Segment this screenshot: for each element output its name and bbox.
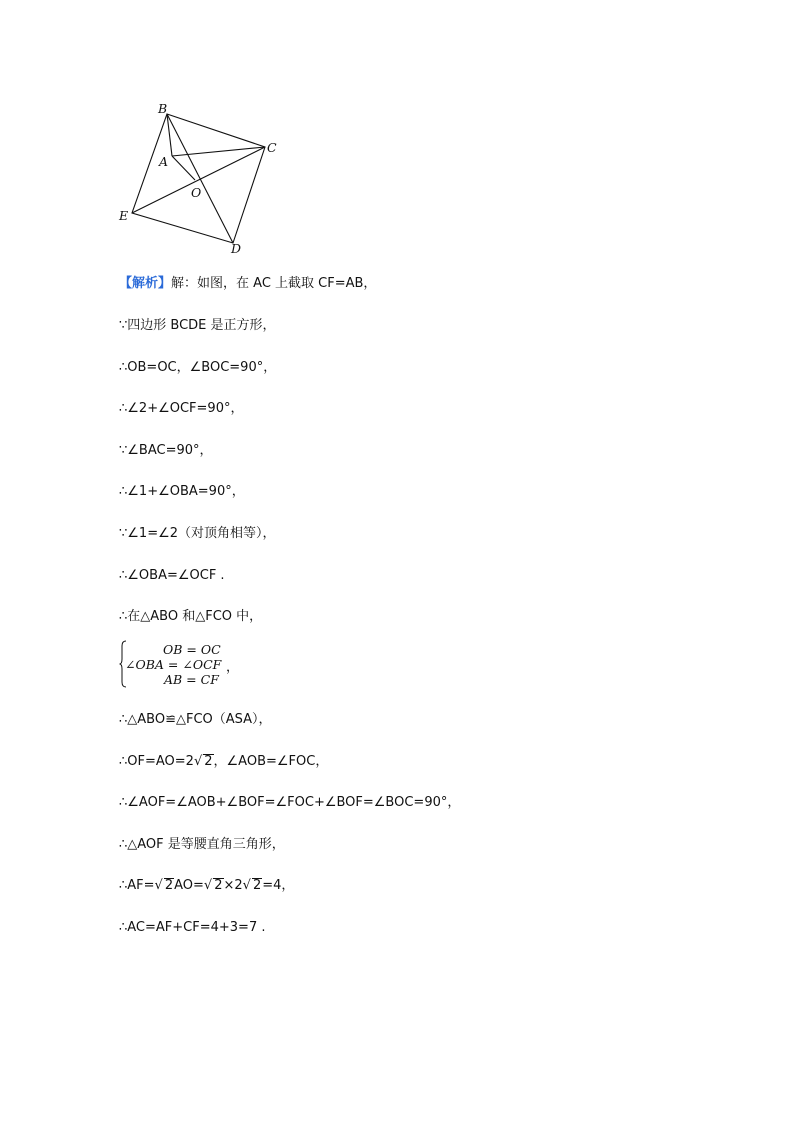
solution-line-12: ∴∠AOF=∠AOB+∠BOF=∠FOC+∠BOF=∠BOC=90°， bbox=[119, 795, 461, 810]
solution-line-15: ∴AC=AF+CF=4+3=7 . bbox=[119, 920, 266, 935]
label-b: B bbox=[158, 101, 168, 116]
line11-post: ，∠AOB=∠FOC， bbox=[213, 754, 329, 769]
solution-line-1 bbox=[119, 275, 376, 293]
geometry-figure bbox=[112, 96, 292, 261]
label-o: O bbox=[191, 185, 202, 200]
radicand: 2 bbox=[164, 878, 174, 893]
system-comma: ， bbox=[226, 660, 240, 675]
radicand: 2 bbox=[252, 878, 262, 893]
label-c: C bbox=[267, 140, 277, 155]
solution-line-2: ∵四边形 BCDE 是正方形， bbox=[119, 318, 276, 333]
solution-line-14 bbox=[119, 877, 294, 895]
system-row-1: OB = OC bbox=[163, 642, 221, 657]
solution-text: 解：如图，在 AC 上截取 CF=AB， bbox=[171, 276, 377, 291]
label-a: A bbox=[159, 154, 169, 169]
solution-line-5: ∵∠BAC=90°， bbox=[119, 443, 213, 458]
solution-line-11 bbox=[119, 753, 328, 771]
solution-line-6: ∴∠1+∠OBA=90°， bbox=[119, 484, 245, 499]
line14-mid2: ×2 bbox=[223, 878, 243, 893]
solution-line-13: ∴△AOF 是等腰直角三角形， bbox=[119, 837, 285, 852]
sqrt-icon: √ 2 bbox=[154, 878, 174, 893]
sqrt-icon: √ 2 bbox=[203, 878, 223, 893]
segment-ab bbox=[167, 114, 172, 156]
system-row-3: AB = CF bbox=[164, 672, 219, 687]
solution-line-4: ∴∠2+∠OCF=90°， bbox=[119, 401, 244, 416]
sqrt-icon: √ 2 bbox=[242, 878, 262, 893]
line14-post: =4， bbox=[262, 878, 295, 893]
solution-line-3: ∴OB=OC，∠BOC=90°， bbox=[119, 360, 277, 375]
solution-line-10: ∴△ABO≌△FCO（ASA）， bbox=[119, 712, 272, 727]
square-bcde bbox=[132, 114, 265, 243]
radicand: 2 bbox=[204, 754, 213, 769]
label-e: E bbox=[119, 208, 129, 223]
solution-line-8: ∴∠OBA=∠OCF . bbox=[119, 568, 225, 583]
solution-line-9: ∴在△ABO 和△FCO 中， bbox=[119, 609, 263, 624]
segment-ao bbox=[172, 156, 195, 180]
radicand: 2 bbox=[214, 878, 223, 893]
sqrt-icon: √ 2 bbox=[193, 754, 213, 769]
solution-line-7: ∵∠1=∠2（对顶角相等）， bbox=[119, 526, 276, 541]
line11-pre: ∴OF=AO=2 bbox=[119, 754, 194, 769]
square-diagram bbox=[112, 96, 292, 261]
line14-mid: AO= bbox=[174, 878, 204, 893]
system-row-2: ∠OBA = ∠OCF bbox=[125, 657, 222, 672]
line14-pre: ∴AF= bbox=[119, 878, 155, 893]
label-d: D bbox=[231, 241, 242, 256]
analysis-tag: 【解析】 bbox=[119, 276, 172, 291]
